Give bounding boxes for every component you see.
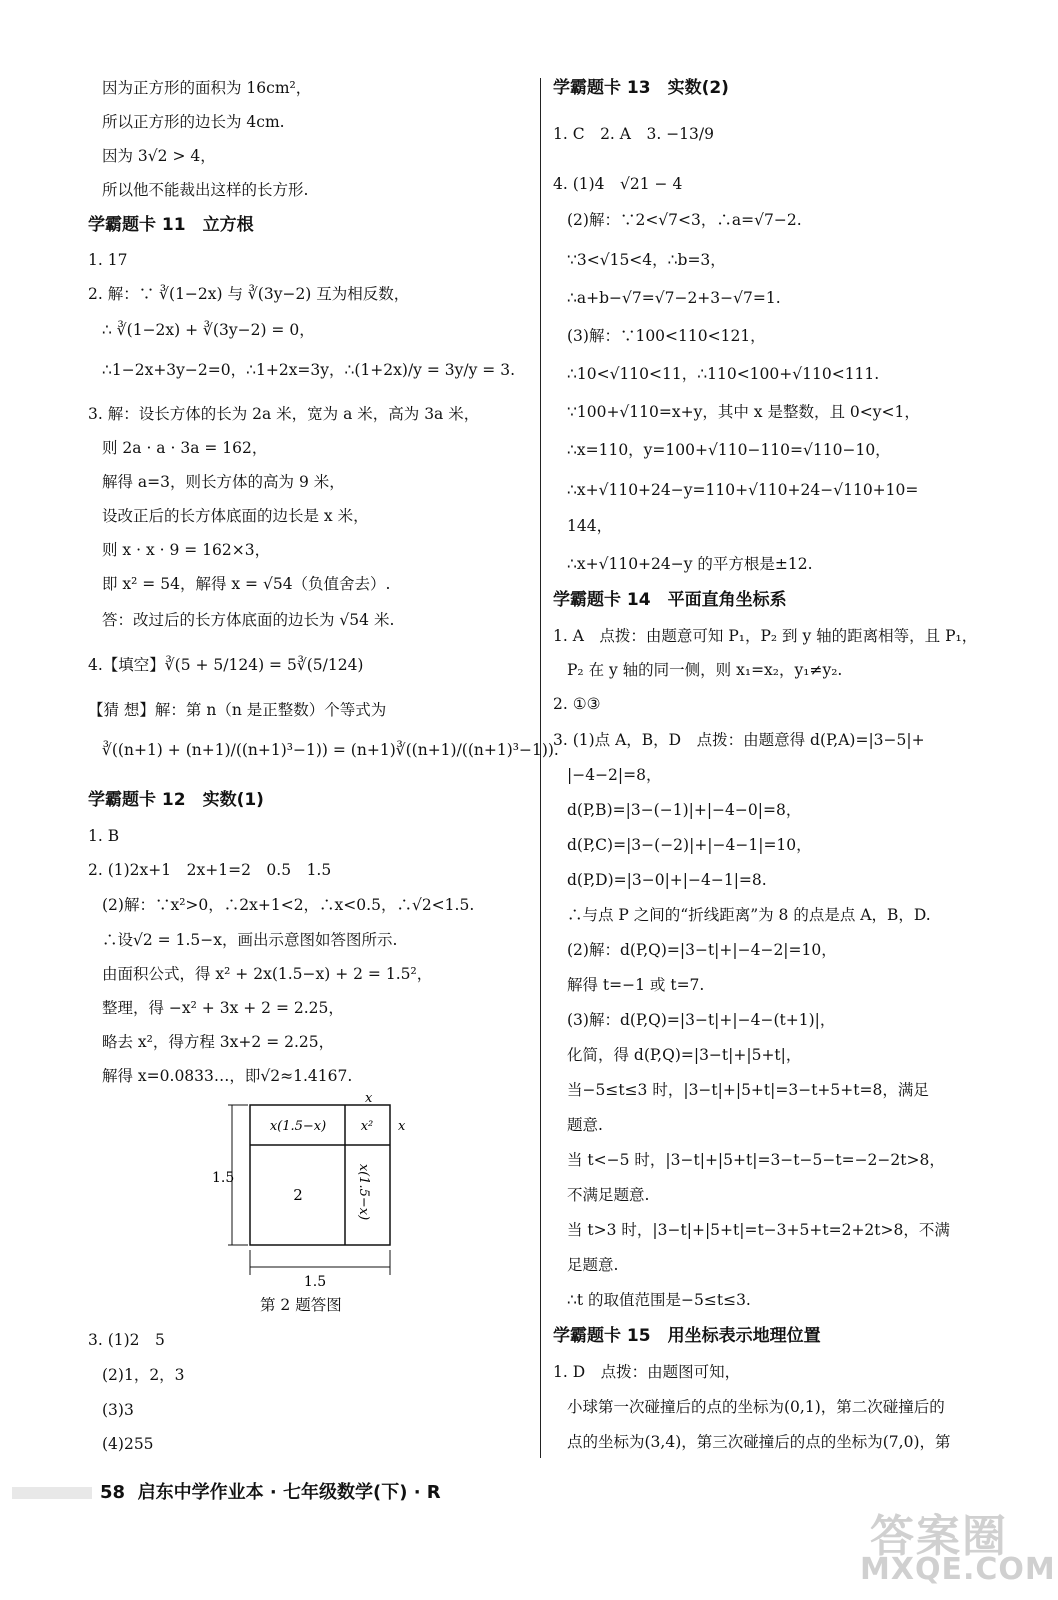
- text-line: 足题意.: [567, 1256, 619, 1274]
- text-line: ∴x+√110+24−y=110+√110+24−√110+10=: [567, 481, 919, 499]
- text-line: ∵3<√15<4，∴b=3，: [567, 251, 726, 269]
- text-line: (3)解：d(P,Q)=|3−t|+|−4−(t+1)|，: [567, 1011, 836, 1029]
- watermark-url: MXQE.COM: [860, 1552, 1056, 1587]
- footer-bar: [12, 1487, 92, 1499]
- text-line: 第 2 题答图: [260, 1296, 342, 1314]
- text-line: 即 x² = 54，解得 x = √54（负值舍去）.: [102, 575, 391, 593]
- label-corner-x: x: [365, 1091, 373, 1106]
- label-top-rect: x(1.5−x): [269, 1119, 327, 1134]
- text-line: 由面积公式，得 x² + 2x(1.5−x) + 2 = 1.5²，: [102, 965, 433, 983]
- label-side-rect: x(1.5−x): [356, 1163, 371, 1221]
- section-heading: 学霸题卡 12 实数(1): [88, 790, 264, 810]
- text-line: d(P,B)=|3−(−1)|+|−4−0|=8，: [567, 801, 802, 819]
- watermark: [860, 1500, 1056, 1587]
- text-line: (2)解：d(P,Q)=|3−t|+|−4−2|=10，: [567, 941, 837, 959]
- text-line: 化简，得 d(P,Q)=|3−t|+|5+t|，: [567, 1046, 802, 1064]
- label-left-length: 1.5: [212, 1170, 235, 1186]
- text-line: 因为 3√2 > 4，: [102, 147, 216, 165]
- page-number: 58: [100, 1482, 126, 1503]
- book-title: 启东中学作业本 · 七年级数学(下) · R: [137, 1482, 441, 1503]
- text-line: 2. ①③: [553, 695, 601, 713]
- section-heading: 学霸题卡 13 实数(2): [553, 78, 729, 98]
- text-line: 4. (1)4 √21 − 4: [553, 175, 683, 193]
- text-line: 144，: [567, 517, 613, 535]
- text-line: d(P,D)=|3−0|+|−4−1|=8.: [567, 871, 767, 889]
- text-line: (4)255: [102, 1435, 154, 1453]
- section-heading: 学霸题卡 14 平面直角坐标系: [553, 590, 787, 610]
- text-line: ∴1−2x+3y−2=0，∴1+2x=3y，∴(1+2x)/y = 3y/y = 3.: [102, 361, 515, 379]
- text-line: 1. C 2. A 3. −13/9: [553, 125, 714, 143]
- text-line: 1. A 点拨：由题意可知 P₁，P₂ 到 y 轴的距离相等，且 P₁，: [553, 627, 978, 645]
- text-line: 设改正后的长方体底面的边长是 x 米，: [102, 507, 369, 525]
- text-line: 则 x · x · 9 = 162×3，: [102, 541, 271, 559]
- label-top-square: x²: [360, 1119, 374, 1134]
- text-line: 3. (1)点 A，B，D 点拨：由题意得 d(P,A)=|3−5|+: [553, 731, 925, 749]
- text-line: 不满足题意.: [567, 1186, 650, 1204]
- text-line: ∴x+√110+24−y 的平方根是±12.: [567, 555, 813, 573]
- text-line: 1. B: [88, 827, 120, 845]
- text-line: 3. 解：设长方体的长为 2a 米，宽为 a 米，高为 3a 米，: [88, 405, 480, 423]
- text-line: ∴ ∛(1−2x) + ∛(3y−2) = 0，: [102, 321, 315, 339]
- text-line: 【猜 想】解：第 n（n 是正整数）个等式为: [88, 701, 387, 719]
- text-line: P₂ 在 y 轴的同一侧，则 x₁=x₂，y₁≠y₂.: [567, 661, 843, 679]
- page-footer: [100, 1478, 441, 1504]
- label-right-x: x: [398, 1119, 406, 1134]
- text-line: (2)1，2，3: [102, 1366, 185, 1384]
- text-line: |−4−2|=8，: [567, 766, 662, 784]
- text-line: 解得 a=3，则长方体的高为 9 米，: [102, 473, 345, 491]
- text-line: ∵100+√110=x+y，其中 x 是整数，且 0<y<1，: [567, 403, 920, 421]
- text-line: 解得 t=−1 或 t=7.: [567, 976, 705, 994]
- text-line: 1. D 点拨：由题图可知，: [553, 1363, 741, 1381]
- label-bottom-length: 1.5: [303, 1274, 327, 1290]
- answer-figure: [210, 1090, 410, 1290]
- text-line: 当 t>3 时，|3−t|+|5+t|=t−3+5+t=2+2t>8，不满: [567, 1221, 950, 1239]
- text-line: ∴设√2 = 1.5−x，画出示意图如答图所示.: [102, 931, 398, 949]
- text-line: 因为正方形的面积为 16cm²，: [102, 79, 312, 97]
- watermark-logo: 答案圈: [870, 1511, 1008, 1562]
- text-line: 2. 解：∵ ∛(1−2x) 与 ∛(3y−2) 互为相反数，: [88, 285, 410, 303]
- text-line: 4.【填空】∛(5 + 5/124) = 5∛(5/124): [88, 656, 364, 674]
- text-line: 1. 17: [88, 251, 128, 269]
- text-line: (2)解：∵x²>0，∴2x+1<2，∴x<0.5，∴√2<1.5.: [102, 896, 475, 914]
- text-line: ∴x=110，y=100+√110−110=√110−10，: [567, 441, 891, 459]
- text-line: 题意.: [567, 1116, 603, 1134]
- text-line: 所以正方形的边长为 4cm.: [102, 113, 285, 131]
- text-line: ∴与点 P 之间的“折线距离”为 8 的点是点 A，B，D.: [567, 906, 931, 924]
- text-line: 解得 x=0.0833…，即√2≈1.4167.: [102, 1067, 353, 1085]
- column-divider: [540, 78, 541, 1458]
- text-line: ∛((n+1) + (n+1)/((n+1)³−1)) = (n+1)∛((n+1)/((n+1)³−1)).: [102, 741, 559, 759]
- text-line: 小球第一次碰撞后的点的坐标为(0,1)，第二次碰撞后的: [567, 1398, 945, 1416]
- text-line: 答：改过后的长方体底面的边长为 √54 米.: [102, 611, 395, 629]
- text-line: 当 t<−5 时，|3−t|+|5+t|=3−t−5−t=−2−2t>8，: [567, 1151, 945, 1169]
- text-line: 所以他不能裁出这样的长方形.: [102, 181, 309, 199]
- text-line: 略去 x²，得方程 3x+2 = 2.25，: [102, 1033, 335, 1051]
- text-line: ∴a+b−√7=√7−2+3−√7=1.: [567, 289, 781, 307]
- text-line: 则 2a · a · 3a = 162，: [102, 439, 268, 457]
- text-line: (2)解：∵2<√7<3，∴a=√7−2.: [567, 211, 802, 229]
- text-line: (3)解：∵100<110<121，: [567, 327, 766, 345]
- text-line: 2. (1)2x+1 2x+1=2 0.5 1.5: [88, 861, 332, 879]
- label-center-area: 2: [293, 1186, 303, 1204]
- text-line: 当−5≤t≤3 时，|3−t|+|5+t|=3−t+5+t=8，满足: [567, 1081, 929, 1099]
- section-heading: 学霸题卡 11 立方根: [88, 215, 254, 235]
- text-line: 整理，得 −x² + 3x + 2 = 2.25，: [102, 999, 344, 1017]
- text-line: 点的坐标为(3,4)，第三次碰撞后的点的坐标为(7,0)，第: [567, 1433, 951, 1451]
- text-line: (3)3: [102, 1401, 134, 1419]
- text-line: 3. (1)2 5: [88, 1331, 165, 1349]
- text-line: d(P,C)=|3−(−2)|+|−4−1|=10，: [567, 836, 812, 854]
- text-line: ∴10<√110<11，∴110<100+√110<111.: [567, 365, 880, 383]
- text-line: ∴t 的取值范围是−5≤t≤3.: [567, 1291, 751, 1309]
- section-heading: 学霸题卡 15 用坐标表示地理位置: [553, 1326, 821, 1346]
